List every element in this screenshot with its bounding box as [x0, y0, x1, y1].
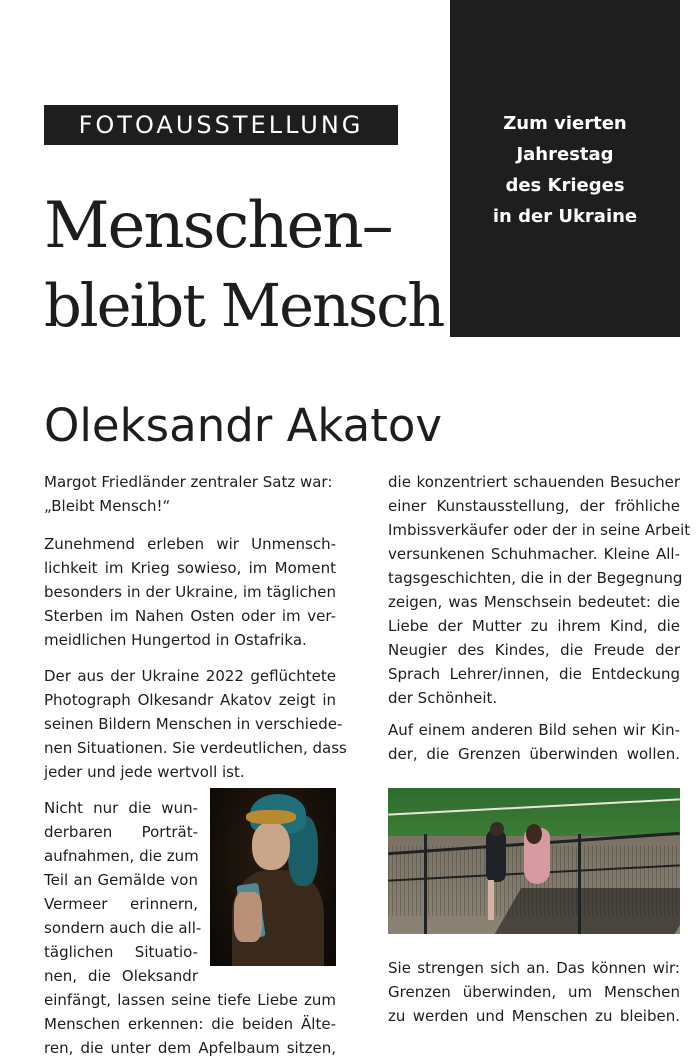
text-line: Imbissverkäufer oder der in seine Arbeit	[388, 521, 691, 539]
text-line: nen Situationen. Sie verdeutlichen, dass	[44, 739, 347, 757]
text-line: der Schönheit.	[388, 689, 498, 707]
text-line: Auf einem anderen Bild sehen wir Kin-	[388, 721, 680, 739]
paragraph-inhumanity	[44, 532, 336, 652]
subtitle-line: Zum vierten	[503, 113, 627, 134]
text-line: Menschen erkennen: die beiden Älte-	[44, 1015, 336, 1033]
page-title	[44, 186, 443, 346]
title-line-2: bleibt Mensch	[44, 271, 444, 340]
text-line: jeder und jede wertvoll ist.	[44, 763, 245, 781]
text-line: sondern auch die all-	[44, 919, 202, 937]
subtitle-line: in der Ukraine	[492, 206, 638, 227]
text-line: Nicht nur die wun-	[44, 799, 198, 817]
text-line: ren, die unter dem Apfelbaum sitzen,	[44, 1039, 336, 1057]
text-line: tagsgeschichten, die in der Begegnung	[388, 569, 683, 587]
text-line: aufnahmen, die zum	[44, 847, 199, 865]
text-line: besonders in der Ukraine, im täglichen	[44, 583, 336, 601]
text-line: der, die Grenzen überwinden wollen.	[388, 745, 680, 763]
subtitle-line: des Krieges	[505, 175, 625, 196]
text-line: Grenzen überwinden, um Menschen	[388, 983, 680, 1001]
subtitle-line: Jahrestag	[516, 144, 614, 165]
paragraph-photographer	[44, 664, 347, 784]
paragraph-intro	[44, 470, 336, 518]
paragraph-children	[388, 718, 680, 766]
text-line: täglichen Situatio-	[44, 943, 198, 961]
text-line: Zunehmend erleben wir Unmensch-	[44, 535, 336, 553]
paragraph-everyday	[388, 470, 691, 710]
text-line: einer Kunstausstellung, der fröhliche	[388, 497, 680, 515]
text-line: derbaren Porträt-	[44, 823, 198, 841]
text-line: Sie strengen sich an. Das können wir:	[388, 959, 680, 977]
paragraph-portraits-cont	[44, 988, 336, 1060]
text-line: Liebe der Mutter zu ihrem Kind, die	[388, 617, 680, 635]
author-name: Oleksandr Akatov	[44, 399, 443, 452]
text-line: Sterben im Nahen Osten oder im ver-	[44, 607, 336, 625]
paragraph-portraits-wrap	[44, 796, 202, 988]
text-line: Der aus der Ukraine 2022 geflüchtete	[44, 667, 336, 685]
text-line: „Bleibt Mensch!“	[44, 497, 171, 515]
text-line: versunkenen Schuhmacher. Kleine All-	[388, 545, 680, 563]
text-line: meidlichen Hungertod in Ostafrika.	[44, 631, 307, 649]
anniversary-box	[450, 0, 680, 337]
portrait-photo	[210, 788, 336, 966]
text-line: zu werden und Menschen zu bleiben.	[388, 1007, 680, 1025]
text-line: zeigen, was Menschsein bedeutet: die	[388, 593, 680, 611]
title-line-1: Menschen–	[44, 189, 392, 263]
text-line: Margot Friedländer zentraler Satz war:	[44, 473, 333, 491]
text-line: seinen Bildern Menschen in verschiede-	[44, 715, 343, 733]
text-line: lichkeit im Krieg sowieso, im Moment	[44, 559, 336, 577]
paragraph-closing	[388, 956, 680, 1028]
text-line: nen, die Oleksandr	[44, 967, 198, 985]
text-line: Vermeer erinnern,	[44, 895, 198, 913]
text-line: einfängt, lassen seine tiefe Liebe zum	[44, 991, 336, 1009]
children-fence-photo	[388, 788, 680, 934]
text-line: Photograph Olkesandr Akatov zeigt in	[44, 691, 336, 709]
text-line: die konzentriert schauenden Besucher	[388, 473, 680, 491]
section-badge: FOTOAUSSTELLUNG	[44, 105, 398, 145]
text-line: Teil an Gemälde von	[44, 871, 198, 889]
text-line: Neugier des Kindes, die Freude der	[388, 641, 680, 659]
text-line: Sprach Lehrer/innen, die Entdeckung	[388, 665, 680, 683]
